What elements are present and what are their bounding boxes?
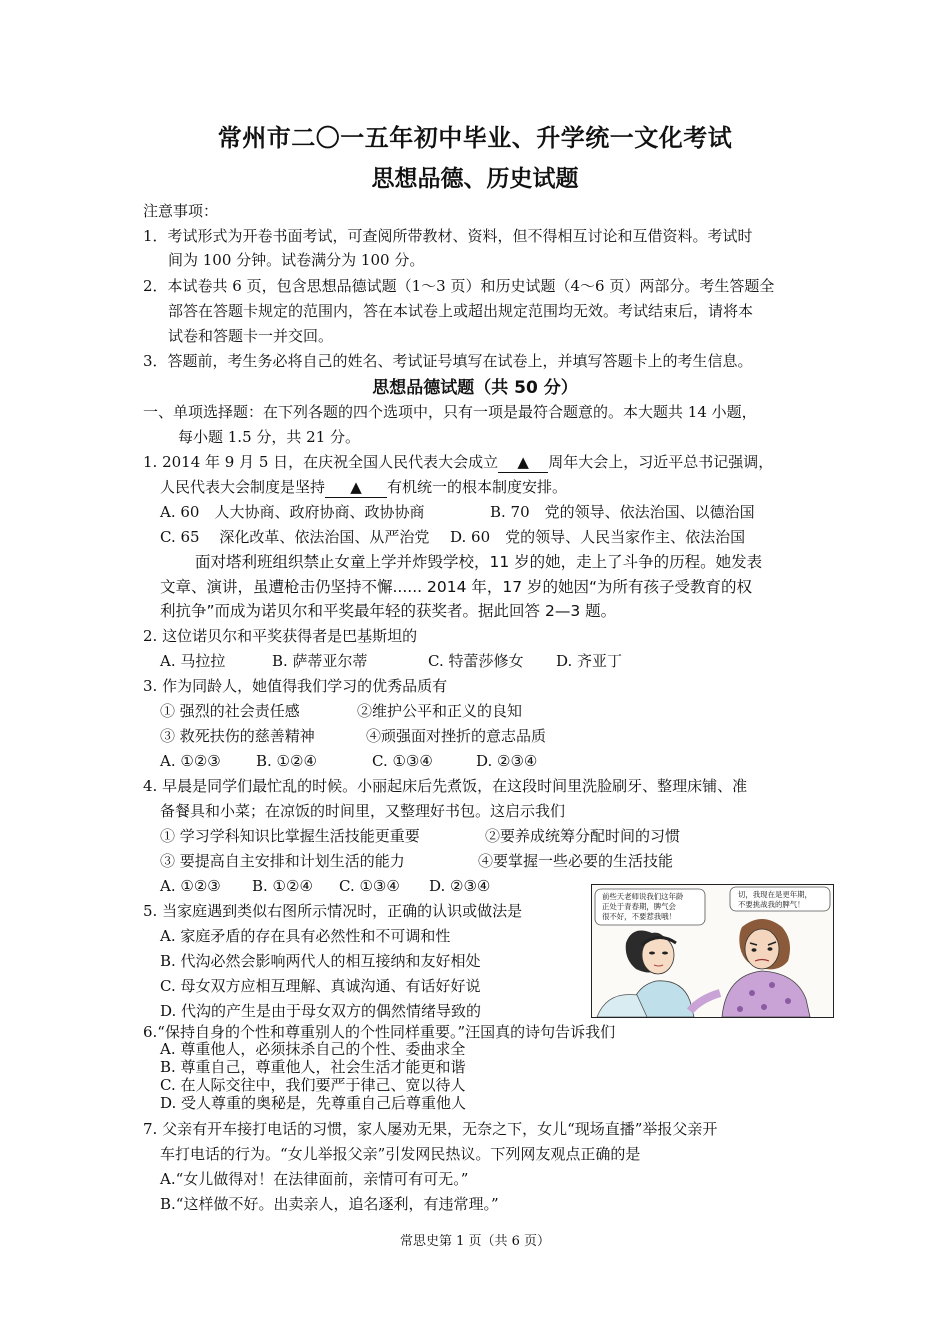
q6-option-c: C. 在人际交往中，我们要严于律己、宽以待人 bbox=[160, 1076, 466, 1094]
notice-line: 1．考试形式为开卷书面考试，可查阅所带教材、资料，但不得相互讨论和互借资料。考试时 bbox=[143, 227, 753, 245]
q5-option-a: A. 家庭矛盾的存在具有必然性和不可调和性 bbox=[160, 927, 451, 945]
q4-option-b: B. ①②④ bbox=[252, 877, 313, 895]
question-2-stem: 2. 这位诺贝尔和平奖获得者是巴基斯坦的 bbox=[143, 627, 418, 645]
bubble-right-line: 切，我现在是更年期， bbox=[738, 890, 812, 899]
q5-option-d: D. 代沟的产生是由于母女双方的偶然情绪导致的 bbox=[160, 1002, 482, 1020]
q1-text-b: 周年大会上，习近平总书记强调， bbox=[548, 453, 774, 471]
cartoon-illustration bbox=[592, 885, 833, 1017]
passage-line: 利抗争”而成为诺贝尔和平奖最年轻的获奖者。据此回答 2—3 题。 bbox=[160, 602, 617, 620]
q6-option-b: B. 尊重自己，尊重他人，社会生活才能更和谐 bbox=[160, 1058, 466, 1076]
bubble-left-line: 正处于青春期，脾气会 bbox=[602, 902, 676, 911]
q2-option-b: B. 萨蒂亚尔蒂 bbox=[272, 652, 368, 670]
q1-text-a: 1. 2014 年 9 月 5 日，在庆祝全国人民代表大会成立 bbox=[143, 453, 499, 471]
q1-text-c: 人民代表大会制度是坚持 bbox=[160, 478, 326, 496]
q3-item: ②维护公平和正义的良知 bbox=[357, 702, 523, 720]
q1-text-d: 有机统一的根本制度安排。 bbox=[387, 478, 568, 496]
bubble-left-line: 很不好，不要惹我哦！ bbox=[602, 912, 676, 921]
notice-line: 间为 100 分钟。试卷满分为 100 分。 bbox=[168, 251, 425, 269]
q1-option-b: B. 70 党的领导、依法治国、以德治国 bbox=[490, 503, 755, 521]
question-5-stem: 5. 当家庭遇到类似右图所示情况时，正确的认识或做法是 bbox=[143, 902, 523, 920]
answer-blank: ▲ bbox=[325, 477, 387, 498]
daughter-figure bbox=[597, 931, 694, 1017]
question-6-stem: 6.“保持自身的个性和尊重别人的个性同样重要。”汪国真的诗句告诉我们 bbox=[143, 1023, 616, 1041]
answer-blank: ▲ bbox=[498, 452, 548, 473]
mother-figure bbox=[690, 919, 810, 1017]
q6-option-a: A. 尊重他人，必须抹杀自己的个性、委曲求全 bbox=[160, 1040, 466, 1058]
notice-line: 试卷和答题卡一并交回。 bbox=[168, 327, 334, 345]
q1-option-a: A. 60 人大协商、政府协商、政协协商 bbox=[160, 503, 425, 521]
notice-line: 2．本试卷共 6 页，包含思想品德试题（1～3 页）和历史试题（4～6 页）两部分。考生答题全 bbox=[143, 277, 775, 295]
q3-item: ① 强烈的社会责任感 bbox=[160, 702, 300, 720]
q3-item: ④顽强面对挫折的意志品质 bbox=[366, 727, 547, 745]
q6-option-d: D. 受人尊重的奥秘是，先尊重自己后尊重他人 bbox=[160, 1094, 467, 1112]
notice-line: 3．答题前，考生务必将自己的姓名、考试证号填写在试卷上，并填写答题卡上的考生信息。 bbox=[143, 352, 753, 370]
q4-option-c: C. ①③④ bbox=[339, 877, 400, 895]
page-footer: 常思史第 1 页（共 6 页） bbox=[399, 1234, 551, 1249]
q1-option-d: D. 60 党的领导、人民当家作主、依法治国 bbox=[450, 528, 746, 546]
question-7-stem-cont: 车打电话的行为。“女儿举报父亲”引发网民热议。下列网友观点正确的是 bbox=[160, 1145, 641, 1163]
q3-option-a: A. ①②③ bbox=[160, 752, 221, 770]
question-4-stem-cont: 备餐具和小菜；在凉饭的时间里，又整理好书包。这启示我们 bbox=[160, 802, 566, 820]
q2-option-a: A. 马拉拉 bbox=[160, 652, 226, 670]
question-1-stem bbox=[143, 452, 773, 473]
passage-line: 文章、演讲，虽遭枪击仍坚持不懈...... 2014 年，17 岁的她因“为所有孩子受教育的权 bbox=[160, 578, 753, 596]
q2-option-c: C. 特蕾莎修女 bbox=[428, 652, 524, 670]
q4-item: ① 学习学科知识比掌握生活技能更重要 bbox=[160, 827, 420, 845]
notice-line: 部答在答题卡规定的范围内，答在本试卷上或超出规定范围均无效。考试结束后，请将本 bbox=[168, 302, 754, 320]
q2-option-d: D. 齐亚丁 bbox=[556, 652, 623, 670]
question-4-stem: 4. 早晨是同学们最忙乱的时候。小丽起床后先煮饭，在这段时间里洗脸刷牙、整理床铺、准 bbox=[143, 777, 748, 795]
q7-option-b: B.“这样做不好。出卖亲人，追名逐利，有违常理。” bbox=[160, 1195, 499, 1213]
question-7-stem: 7. 父亲有开车接打电话的习惯，家人屡劝无果，无奈之下，女儿“现场直播”举报父亲开 bbox=[143, 1120, 718, 1138]
q3-item: ③ 救死扶伤的慈善精神 bbox=[160, 727, 315, 745]
q3-option-d: D. ②③④ bbox=[476, 752, 538, 770]
section-title: 思想品德试题（共 50 分） bbox=[372, 378, 578, 398]
q7-option-a: A.“女儿做得对！在法律面前，亲情可有可无。” bbox=[160, 1170, 469, 1188]
q3-option-b: B. ①②④ bbox=[256, 752, 317, 770]
q4-item: ②要养成统筹分配时间的习惯 bbox=[485, 827, 681, 845]
part-instruction: 一、单项选择题：在下列各题的四个选项中，只有一项是最符合题意的。本大题共 14 小题， bbox=[143, 403, 757, 421]
question-3-stem: 3. 作为同龄人，她值得我们学习的优秀品质有 bbox=[143, 677, 448, 695]
exam-subtitle: 思想品德、历史试题 bbox=[371, 166, 579, 192]
q4-item: ④要掌握一些必要的生活技能 bbox=[478, 852, 674, 870]
question-1-stem-cont bbox=[160, 477, 567, 498]
q5-option-b: B. 代沟必然会影响两代人的相互接纳和友好相处 bbox=[160, 952, 481, 970]
passage-line: 面对塔利班组织禁止女童上学并炸毁学校，11 岁的她，走上了斗争的历程。她发表 bbox=[195, 553, 763, 571]
q4-item: ③ 要提高自主安排和计划生活的能力 bbox=[160, 852, 405, 870]
mother-daughter-cartoon bbox=[591, 884, 834, 1018]
q4-option-d: D. ②③④ bbox=[429, 877, 491, 895]
part-instruction: 每小题 1.5 分，共 21 分。 bbox=[178, 428, 361, 446]
bubble-left-line: 前些天老师说我们这年龄 bbox=[602, 892, 684, 901]
q3-option-c: C. ①③④ bbox=[372, 752, 433, 770]
q4-option-a: A. ①②③ bbox=[160, 877, 221, 895]
q5-option-c: C. 母女双方应相互理解、真诚沟通、有话好好说 bbox=[160, 977, 481, 995]
notice-heading: 注意事项： bbox=[143, 202, 219, 220]
bubble-right-line: 不要挑战我的脾气！ bbox=[738, 900, 805, 909]
q1-option-c: C. 65 深化改革、依法治国、从严治党 bbox=[160, 528, 430, 546]
exam-title: 常州市二〇一五年初中毕业、升学统一文化考试 bbox=[217, 124, 733, 152]
